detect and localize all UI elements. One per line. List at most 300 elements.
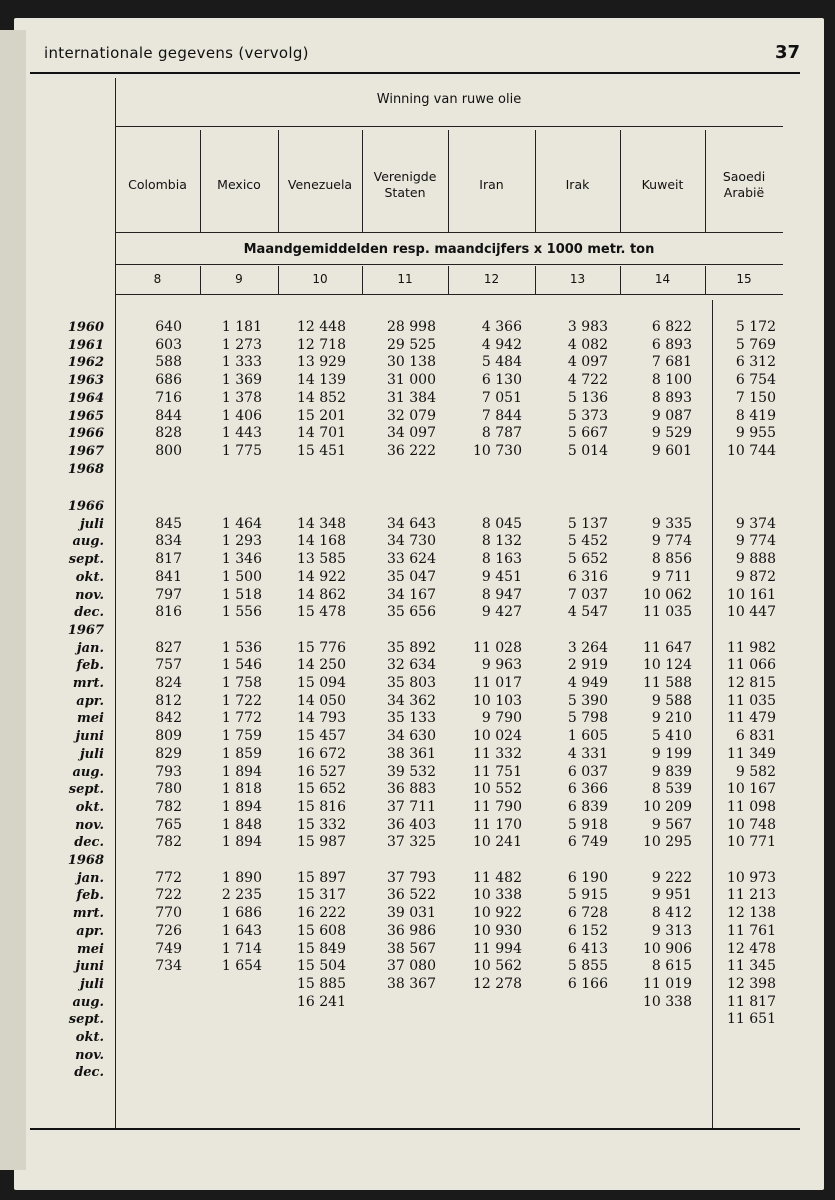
row-label: okt. — [75, 569, 104, 585]
column-header-venezuela: Venezuela — [287, 177, 353, 193]
table-cell: 5 484 — [481, 354, 522, 371]
table-cell: 722 — [155, 887, 182, 904]
table-cell: 14 922 — [297, 568, 346, 585]
table-cell: 28 998 — [387, 319, 436, 335]
column-number: 10 — [312, 272, 328, 286]
table-cell: 11 019 — [643, 975, 692, 992]
table-cell: 9 567 — [651, 816, 692, 833]
table-cell: 11 761 — [727, 922, 776, 939]
table-cell: 1 293 — [221, 533, 262, 550]
row-label: nov. — [75, 587, 104, 603]
table-cell: 9 529 — [651, 425, 692, 442]
table-cell: 1 686 — [221, 905, 262, 922]
table-cell: 35 133 — [387, 710, 436, 727]
table-cell: 1 546 — [221, 657, 262, 674]
table-cell: 11 017 — [473, 675, 522, 691]
table-cell: 6 037 — [567, 763, 608, 780]
column-header-saoedi-arabie: Saoedi Arabië — [722, 169, 766, 200]
table-cell: 6 166 — [567, 975, 608, 992]
table-cell: 780 — [155, 781, 182, 798]
table-cell: 8 787 — [481, 425, 522, 442]
table-cell: 3 983 — [567, 319, 608, 335]
table-cell: 8 893 — [651, 389, 692, 406]
table-cell: 11 035 — [643, 604, 692, 621]
table-cell: 10 771 — [727, 834, 776, 851]
table-cell: 5 855 — [567, 958, 608, 975]
table-cell: 34 730 — [387, 533, 436, 550]
table-cell: 16 527 — [297, 763, 346, 780]
table-cell: 734 — [155, 958, 182, 975]
table-cell: 10 124 — [643, 657, 692, 674]
table-cell: 15 094 — [297, 675, 346, 691]
table-cell: 588 — [155, 354, 182, 371]
table-cell: 828 — [155, 425, 182, 442]
column-header-irak: Irak — [565, 177, 590, 193]
table-cell: 9 451 — [481, 568, 522, 585]
table-cell: 33 624 — [387, 551, 436, 568]
row-label: nov. — [75, 1047, 104, 1063]
table-cell: 11 213 — [727, 887, 776, 904]
table-cell: 5 915 — [567, 887, 608, 904]
table-cell: 15 457 — [297, 728, 346, 745]
table-cell: 8 045 — [481, 515, 522, 532]
table-cell: 15 652 — [297, 781, 346, 798]
table-cell: 6 130 — [481, 372, 522, 389]
table-cell: 9 839 — [651, 763, 692, 780]
table-cell: 10 562 — [473, 958, 522, 975]
table-cell: 1 464 — [221, 515, 262, 532]
table-cell: 8 947 — [481, 586, 522, 603]
table-cell: 6 190 — [567, 869, 608, 886]
table-cell: 12 478 — [727, 940, 776, 957]
table-cell: 9 951 — [651, 887, 692, 904]
row-label: okt. — [75, 799, 104, 815]
table-cell: 34 097 — [387, 425, 436, 442]
table-cell: 5 390 — [567, 692, 608, 709]
table-cell: 1 714 — [221, 940, 262, 957]
row-label: mrt. — [72, 906, 104, 922]
table-cell: 2 919 — [567, 657, 608, 674]
table-cell: 12 398 — [727, 975, 776, 992]
table-cell: 797 — [155, 586, 182, 603]
table-cell: 5 136 — [567, 389, 608, 406]
table-cell: 15 776 — [297, 639, 346, 656]
table-cell: 36 883 — [387, 781, 436, 798]
header-bottom-rule — [115, 232, 783, 233]
table-cell: 14 701 — [297, 425, 346, 442]
table-cell: 10 338 — [643, 993, 692, 1010]
table-cell: 1 378 — [221, 389, 262, 406]
table-cell: 782 — [155, 834, 182, 851]
table-cell: 32 079 — [387, 407, 436, 424]
table-caption: Winning van ruwe olie — [376, 92, 522, 107]
table-cell: 15 478 — [297, 604, 346, 621]
table-cell: 5 137 — [567, 515, 608, 532]
table-cell: 36 222 — [387, 442, 436, 459]
table-cell: 31 384 — [387, 389, 436, 406]
table-cell: 2 235 — [221, 887, 262, 904]
row-label: mrt. — [72, 676, 104, 691]
table-cell: 5 014 — [567, 442, 608, 459]
table-cell: 9 774 — [651, 533, 692, 550]
table-cell: 8 856 — [651, 551, 692, 568]
row-label: sept. — [68, 782, 104, 798]
table-cell: 10 103 — [473, 692, 522, 709]
table-cell: 5 652 — [567, 551, 608, 568]
row-label: 1961 — [67, 337, 104, 353]
table-cell: 8 100 — [651, 372, 692, 389]
table-cell: 32 634 — [387, 657, 436, 674]
table-cell: 1 722 — [221, 692, 262, 709]
table-cell: 12 278 — [473, 975, 522, 992]
row-label: sept. — [68, 552, 104, 568]
table-cell: 1 775 — [221, 442, 262, 459]
table-cell: 9 427 — [481, 604, 522, 621]
table-cell: 8 615 — [651, 958, 692, 975]
table-cell: 8 163 — [481, 551, 522, 568]
table-cell: 11 588 — [643, 675, 692, 691]
table-cell: 9 087 — [651, 407, 692, 424]
table-cell: 16 222 — [297, 905, 346, 922]
table-cell: 11 482 — [473, 869, 522, 886]
table-cell: 6 749 — [567, 834, 608, 851]
column-number: 11 — [397, 272, 413, 286]
table-cell: 1 273 — [221, 336, 262, 353]
adjacent-page-edge — [0, 30, 26, 1170]
table-cell: 1 443 — [221, 425, 262, 442]
table-cell: 11 035 — [727, 692, 776, 709]
table-cell: 9 313 — [651, 922, 692, 939]
row-label: juli — [79, 746, 104, 762]
table-cell: 9 582 — [735, 763, 776, 780]
table-cell: 14 348 — [297, 515, 346, 532]
row-label: 1960 — [67, 320, 104, 335]
table-cell: 1 894 — [221, 834, 262, 851]
table-cell: 10 338 — [473, 887, 522, 904]
row-label: okt. — [75, 1030, 104, 1045]
table-cell: 7 037 — [567, 586, 608, 603]
table-cell: 12 448 — [297, 319, 346, 335]
row-label: 1967 — [67, 622, 104, 638]
table-cell: 7 150 — [735, 389, 776, 406]
table-cell: 1 894 — [221, 798, 262, 815]
table-cell: 13 585 — [297, 551, 346, 568]
table-right-divider — [712, 300, 713, 1130]
table-cell: 4 942 — [481, 336, 522, 353]
table-cell: 716 — [155, 389, 182, 406]
table-cell: 11 647 — [643, 639, 692, 656]
row-label: aug. — [72, 994, 104, 1010]
table-cell: 10 922 — [473, 905, 522, 922]
row-label: 1965 — [67, 408, 104, 424]
table-cell: 10 447 — [727, 604, 776, 621]
row-label: mei — [77, 711, 104, 727]
column-number: 15 — [736, 272, 752, 286]
row-label: juni — [75, 959, 104, 975]
row-label: 1962 — [67, 355, 104, 371]
column-header-verenigde-staten: Verenigde Staten — [373, 169, 437, 200]
table-cell: 11 479 — [727, 710, 776, 727]
table-cell: 15 332 — [297, 816, 346, 833]
table-cell: 772 — [155, 869, 182, 886]
table-cell: 10 295 — [643, 834, 692, 851]
table-cell: 11 332 — [473, 745, 522, 762]
table-cell: 8 419 — [735, 407, 776, 424]
table-cell: 31 000 — [387, 372, 436, 389]
column-number: 14 — [654, 272, 671, 286]
row-label: 1966 — [67, 499, 104, 514]
row-label: 1968 — [67, 461, 104, 477]
table-cell: 5 918 — [567, 816, 608, 833]
table-cell: 10 024 — [473, 728, 522, 745]
table-cell: 38 361 — [387, 745, 436, 762]
table-cell: 30 138 — [387, 354, 436, 371]
table-cell: 11 651 — [727, 1011, 776, 1028]
table-cell: 11 028 — [473, 639, 522, 656]
table-cell: 15 987 — [297, 834, 346, 851]
table-cell: 10 730 — [473, 442, 522, 459]
table-cell: 686 — [155, 372, 182, 389]
table-cell: 11 170 — [473, 816, 522, 833]
unit-line: Maandgemiddelden resp. maandcijfers x 1000 metr. ton — [243, 242, 655, 257]
table-cell: 38 367 — [387, 975, 436, 992]
table-cell: 15 451 — [297, 442, 346, 459]
column-header-mexico: Mexico — [217, 177, 261, 193]
table-cell: 14 852 — [297, 389, 346, 406]
table-cell: 1 848 — [221, 816, 262, 833]
unit-rule — [115, 264, 783, 265]
table-cell: 834 — [155, 533, 182, 550]
header-rule — [30, 72, 800, 74]
row-label: aug. — [72, 534, 104, 550]
table-cell: 13 929 — [297, 354, 346, 371]
table-cell: 6 316 — [567, 568, 608, 585]
table-cell: 10 973 — [727, 869, 776, 886]
table-cell: 14 793 — [297, 710, 346, 727]
table-cell: 37 793 — [387, 869, 436, 886]
table-cell: 11 982 — [727, 639, 776, 656]
column-header-kuweit: Kuweit — [641, 177, 684, 193]
table-cell: 11 994 — [473, 940, 522, 957]
table-cell: 34 630 — [387, 728, 436, 745]
table-cell: 36 522 — [387, 887, 436, 904]
table-cell: 9 711 — [651, 568, 692, 585]
table-cell: 824 — [155, 675, 182, 691]
table-cell: 1 518 — [221, 586, 262, 603]
table-cell: 6 839 — [567, 798, 608, 815]
table-cell: 11 066 — [727, 657, 776, 674]
table-cell: 10 167 — [727, 781, 776, 798]
table-cell: 10 209 — [643, 798, 692, 815]
table-cell: 812 — [155, 692, 182, 709]
table-cell: 726 — [155, 922, 182, 939]
row-label: 1967 — [67, 443, 104, 459]
table-cell: 9 374 — [735, 515, 776, 532]
table-cell: 6 831 — [735, 728, 776, 745]
table-cell: 8 132 — [481, 533, 522, 550]
table-cell: 817 — [155, 551, 182, 568]
table-cell: 809 — [155, 728, 182, 745]
table-cell: 6 152 — [567, 922, 608, 939]
row-label: mei — [77, 941, 104, 957]
table-cell: 14 139 — [297, 372, 346, 389]
table-cell: 1 759 — [221, 728, 262, 745]
table-cell: 8 539 — [651, 781, 692, 798]
row-label: 1964 — [67, 390, 104, 406]
table-cell: 827 — [155, 639, 182, 656]
row-label: feb. — [76, 658, 104, 674]
row-label: dec. — [74, 1065, 104, 1081]
table-cell: 6 754 — [735, 372, 776, 389]
table-cell: 8 412 — [651, 905, 692, 922]
table-cell: 1 500 — [221, 568, 262, 585]
table-cell: 6 822 — [651, 319, 692, 335]
row-label: apr. — [76, 923, 104, 939]
table-cell: 1 654 — [221, 958, 262, 975]
table-cell: 842 — [155, 710, 182, 727]
table-cell: 6 312 — [735, 354, 776, 371]
table-cell: 4 949 — [567, 675, 608, 691]
table-cell: 9 774 — [735, 533, 776, 550]
table-cell: 1 369 — [221, 372, 262, 389]
table-cell: 4 547 — [567, 604, 608, 621]
column-number: 9 — [235, 272, 243, 286]
table-cell: 1 536 — [221, 639, 262, 656]
table-cell: 4 366 — [481, 319, 522, 335]
table-cell: 829 — [155, 745, 182, 762]
row-label: juli — [79, 516, 104, 532]
table-cell: 15 504 — [297, 958, 346, 975]
table-cell: 35 656 — [387, 604, 436, 621]
row-label: juni — [75, 729, 104, 745]
table-cell: 9 210 — [651, 710, 692, 727]
table-cell: 39 532 — [387, 763, 436, 780]
footer-rule — [30, 1128, 800, 1130]
table-cell: 1 890 — [221, 869, 262, 886]
row-label: jan. — [76, 640, 104, 656]
table-cell: 9 963 — [481, 657, 522, 674]
table-cell: 15 816 — [297, 798, 346, 815]
table-cell: 816 — [155, 604, 182, 621]
table-cell: 845 — [155, 515, 182, 532]
table-cell: 35 803 — [387, 675, 436, 691]
row-label: dec. — [74, 835, 104, 851]
table-cell: 15 608 — [297, 922, 346, 939]
table-cell: 1 772 — [221, 710, 262, 727]
table-cell: 34 167 — [387, 586, 436, 603]
table-cell: 5 172 — [735, 319, 776, 335]
page-header — [44, 44, 804, 68]
table-cell: 11 349 — [727, 745, 776, 762]
table-cell: 1 643 — [221, 922, 262, 939]
row-label: sept. — [68, 1012, 104, 1028]
table-cell: 11 751 — [473, 763, 522, 780]
table-cell: 4 331 — [567, 745, 608, 762]
table-cell: 749 — [155, 940, 182, 957]
table-cell: 12 815 — [727, 675, 776, 691]
table-cell: 16 241 — [297, 993, 346, 1010]
row-label: 1966 — [67, 426, 104, 442]
table-cell: 36 986 — [387, 922, 436, 939]
table-cell: 1 818 — [221, 781, 262, 798]
table-cell: 1 894 — [221, 763, 262, 780]
table-cell: 770 — [155, 905, 182, 922]
row-label: 1968 — [67, 853, 104, 868]
table-cell: 9 955 — [735, 425, 776, 442]
table-cell: 1 406 — [221, 407, 262, 424]
table-cell: 5 373 — [567, 407, 608, 424]
table-cell: 782 — [155, 798, 182, 815]
table-cell: 1 859 — [221, 745, 262, 762]
table-cell: 5 667 — [567, 425, 608, 442]
table-cell: 29 525 — [387, 336, 436, 353]
table-cell: 9 790 — [481, 710, 522, 727]
table-cell: 5 798 — [567, 710, 608, 727]
table-cell: 11 790 — [473, 798, 522, 815]
table-cell: 37 325 — [387, 834, 436, 851]
table-cell: 6 413 — [567, 940, 608, 957]
table-cell: 9 601 — [651, 442, 692, 459]
colnum-rule — [115, 294, 783, 295]
table-cell: 1 181 — [221, 319, 262, 335]
table-cell: 11 098 — [727, 798, 776, 815]
table-cell: 603 — [155, 336, 182, 353]
table-cell: 39 031 — [387, 905, 436, 922]
table-cell: 15 317 — [297, 887, 346, 904]
row-label: jan. — [76, 870, 104, 886]
table-cell: 11 817 — [727, 993, 776, 1010]
table-left-border — [115, 78, 116, 1130]
column-header-iran: Iran — [479, 177, 504, 193]
table-cell: 1 333 — [221, 354, 262, 371]
table-cell: 3 264 — [567, 639, 608, 656]
column-number: 8 — [153, 272, 162, 286]
table-cell: 4 722 — [567, 372, 608, 389]
page-title: internationale gegevens (vervolg) — [44, 44, 309, 62]
table-cell: 36 403 — [387, 816, 436, 833]
table-cell: 34 362 — [387, 692, 436, 709]
row-label: aug. — [72, 764, 104, 780]
table-cell: 1 758 — [221, 675, 262, 691]
row-label: nov. — [75, 817, 104, 833]
table-cell: 37 080 — [387, 958, 436, 975]
table-cell: 7 844 — [481, 407, 522, 424]
column-header-colombia: Colombia — [128, 177, 187, 193]
table-cell: 34 643 — [387, 515, 436, 532]
table-cell: 5 452 — [567, 533, 608, 550]
column-number: 13 — [569, 272, 586, 286]
table-cell: 10 748 — [727, 816, 776, 833]
row-label: 1963 — [67, 373, 104, 389]
table-cell: 5 769 — [735, 336, 776, 353]
table-cell: 10 241 — [473, 834, 522, 851]
table-cell: 6 893 — [651, 336, 692, 353]
table-cell: 841 — [155, 568, 182, 585]
table-cell: 844 — [155, 407, 182, 424]
table-cell: 7 681 — [651, 354, 692, 371]
table-cell: 1 556 — [221, 604, 262, 621]
table-cell: 9 888 — [735, 551, 776, 568]
caption-rule — [115, 126, 783, 127]
table-cell: 14 168 — [297, 533, 346, 550]
row-label: apr. — [76, 693, 104, 709]
table-cell: 35 047 — [387, 568, 436, 585]
table-cell: 15 849 — [297, 940, 346, 957]
table-cell: 14 862 — [297, 586, 346, 603]
page-number: 37 — [774, 42, 800, 63]
table-cell: 10 161 — [727, 586, 776, 603]
table-cell: 10 552 — [473, 781, 522, 798]
